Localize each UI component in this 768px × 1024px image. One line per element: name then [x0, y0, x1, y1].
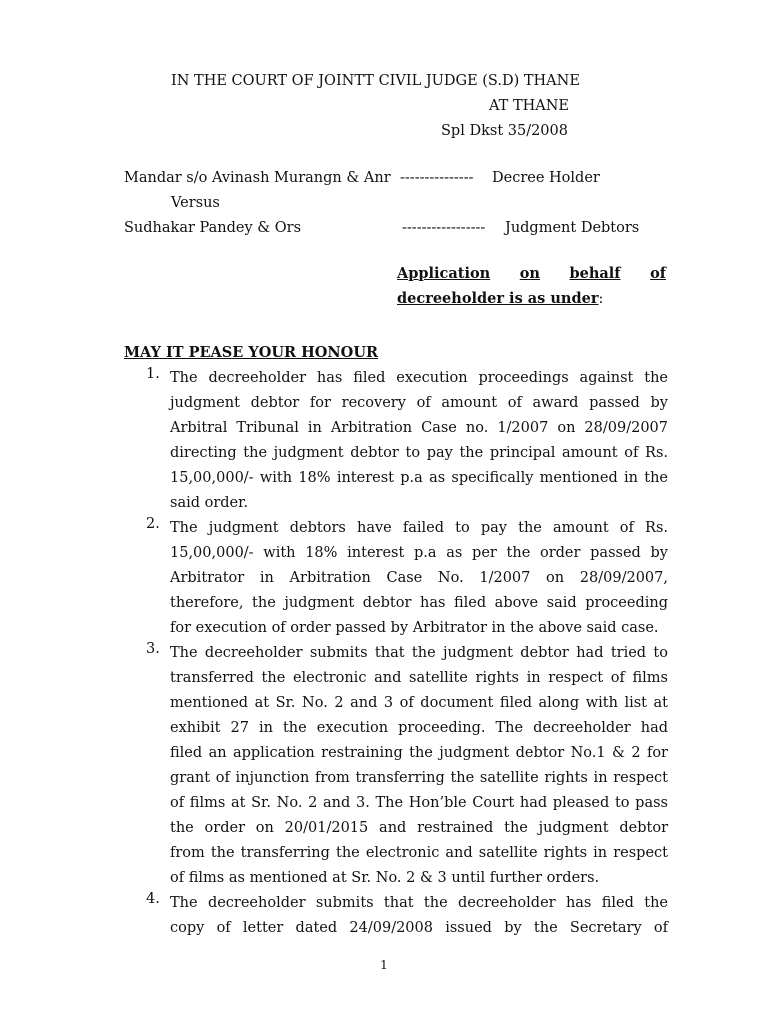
- court-place: AT THANE: [489, 98, 570, 114]
- paragraph-line: the order on 20/01/2015 and restrained the judgment debtor: [170, 820, 668, 836]
- paragraph-line: The decreeholder submits that the judgment debtor had tried to: [170, 645, 668, 661]
- versus-label: Versus: [171, 195, 220, 211]
- salutation: MAY IT PEASE YOUR HONOUR: [124, 344, 379, 361]
- paragraph-line: of films at Sr. No. 2 and 3. The Hon’ble Court had pleased to pass: [170, 795, 668, 811]
- paragraph-line: of films as mentioned at Sr. No. 2 & 3 until further orders.: [170, 870, 600, 886]
- judgment-debtor-name: Sudhakar Pandey & Ors: [124, 220, 302, 236]
- paragraph-line: judgment debtor for recovery of amount of award passed by: [170, 395, 668, 411]
- application-title-word: behalf: [569, 265, 621, 282]
- application-title-line1: [397, 265, 666, 283]
- paragraph-line: The decreeholder submits that the decreeholder has filed the: [170, 895, 668, 911]
- paragraph-line: transferred the electronic and satellite rights in respect of films: [170, 670, 668, 686]
- paragraph-item: [124, 366, 668, 516]
- page-number: 1: [380, 958, 388, 972]
- application-title-line2: [397, 290, 603, 308]
- paragraph-line: 15,00,000/- with 18% interest p.a as per the order passed by: [170, 545, 668, 561]
- paragraph-item: [124, 516, 668, 641]
- case-number: Spl Dkst 35/2008: [441, 123, 568, 139]
- paragraph-line: 15,00,000/- with 18% interest p.a as specifically mentioned in the: [170, 470, 668, 486]
- paragraph-number: 1.: [146, 366, 160, 382]
- paragraph-number: 2.: [146, 516, 160, 532]
- paragraph-line: exhibit 27 in the execution proceeding. The decreeholder had: [170, 720, 668, 736]
- application-title-word: Application: [397, 265, 491, 282]
- paragraph-line: from the transferring the electronic and satellite rights in respect: [170, 845, 668, 861]
- decree-holder-dashes: ---------------: [400, 170, 474, 186]
- paragraph-number: 4.: [146, 891, 160, 907]
- paragraph-line: copy of letter dated 24/09/2008 issued by the Secretary of: [170, 920, 668, 936]
- paragraph-line: therefore, the judgment debtor has filed above said proceeding: [170, 595, 668, 611]
- paragraph-line: Arbitral Tribunal in Arbitration Case no. 1/2007 on 28/09/2007: [170, 420, 668, 436]
- decree-holder-role: Decree Holder: [492, 170, 600, 186]
- paragraph-line: filed an application restraining the judgment debtor No.1 & 2 for: [170, 745, 668, 761]
- decree-holder-name: Mandar s/o Avinash Murangn & Anr: [124, 170, 391, 186]
- paragraph-number: 3.: [146, 641, 160, 657]
- paragraph-line: directing the judgment debtor to pay the principal amount of Rs.: [170, 445, 668, 461]
- paragraph-line: for execution of order passed by Arbitrator in the above said case.: [170, 620, 659, 636]
- paragraph-list: [124, 366, 668, 941]
- paragraph-line: Arbitrator in Arbitration Case No. 1/2007 on 28/09/2007,: [170, 570, 668, 586]
- application-title-colon: :: [598, 291, 604, 307]
- paragraph-line: The judgment debtors have failed to pay the amount of Rs.: [170, 520, 668, 536]
- application-title-word: on: [519, 265, 540, 282]
- paragraph-item: [124, 641, 668, 891]
- application-title-word: of: [650, 265, 666, 282]
- paragraph-line: grant of injunction from transferring the satellite rights in respect: [170, 770, 668, 786]
- paragraph-item: [124, 891, 668, 941]
- judgment-debtor-dashes: -----------------: [402, 220, 486, 236]
- paragraph-line: said order.: [170, 495, 249, 511]
- judgment-debtor-role: Judgment Debtors: [505, 220, 640, 236]
- paragraph-line: mentioned at Sr. No. 2 and 3 of document filed along with list at: [170, 695, 668, 711]
- application-title-text: decreeholder is as under: [397, 290, 599, 307]
- court-heading: IN THE COURT OF JOINTT CIVIL JUDGE (S.D) THANE: [171, 73, 580, 89]
- paragraph-line: The decreeholder has filed execution proceedings against the: [170, 370, 668, 386]
